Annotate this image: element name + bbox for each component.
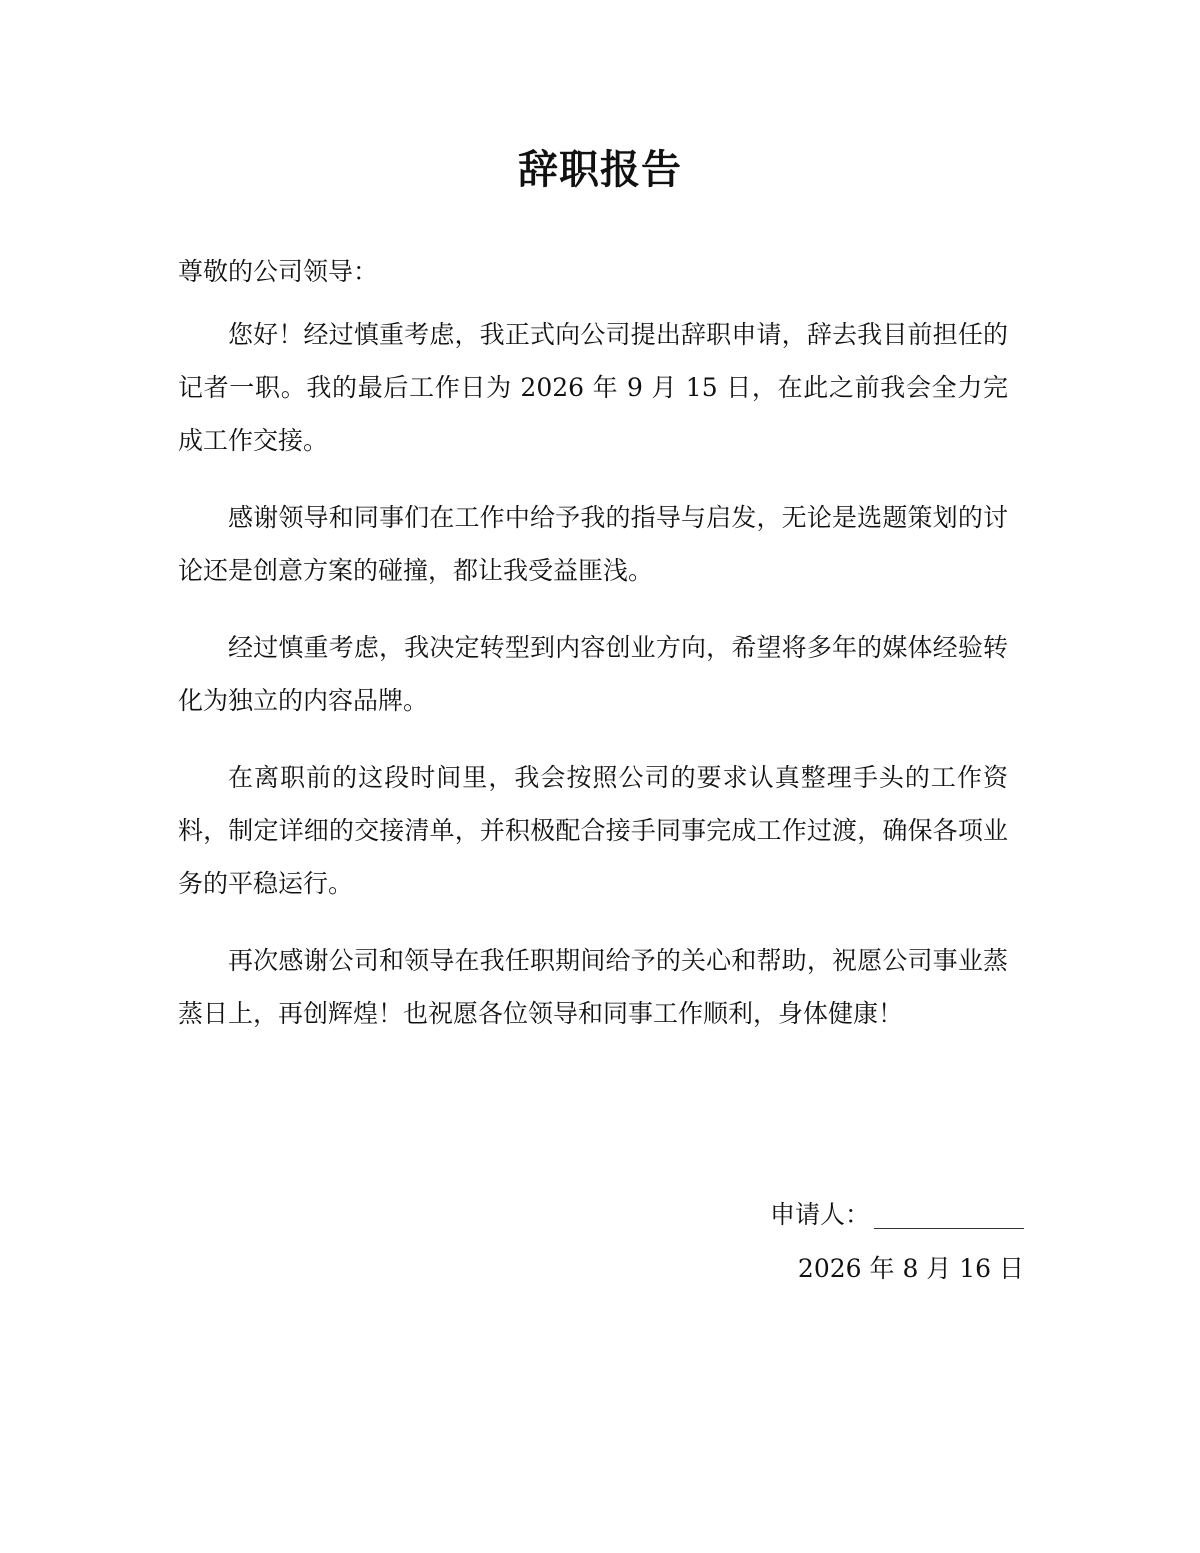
document-title: 辞职报告	[518, 147, 682, 193]
signature-blank-line[interactable]	[874, 1198, 1024, 1229]
paragraph-3: 经过慎重考虑，我决定转型到内容创业方向，希望将多年的媒体经验转化为独立的内容品牌。	[178, 633, 1008, 715]
paragraph-1: 您好！经过慎重考虑，我正式向公司提出辞职申请，辞去我目前担任的记者一职。我的最后工作日为 2026 年 9 月 15 日，在此之前我会全力完成工作交接。	[178, 320, 1008, 455]
signature-block	[770, 1190, 1024, 1294]
salutation: 尊敬的公司领导：	[178, 257, 379, 286]
paragraph-4: 在离职前的这段时间里，我会按照公司的要求认真整理手头的工作资料，制定详细的交接清单，并积极配合接手同事完成工作过渡，确保各项业务的平稳运行。	[178, 763, 1008, 898]
signature-label: 申请人：	[769, 1200, 870, 1229]
signature-row	[770, 1190, 1024, 1240]
letter-date: 2026 年 8 月 16 日	[797, 1254, 1024, 1283]
paragraph-2: 感谢领导和同事们在工作中给予我的指导与启发，无论是选题策划的讨论还是创意方案的碰撞，都让我受益匪浅。	[178, 503, 1008, 585]
paragraph-5: 再次感谢公司和领导在我任职期间给予的关心和帮助，祝愿公司事业蒸蒸日上，再创辉煌！也祝愿各位领导和同事工作顺利，身体健康！	[178, 946, 1008, 1028]
letter-body	[178, 245, 1008, 1064]
